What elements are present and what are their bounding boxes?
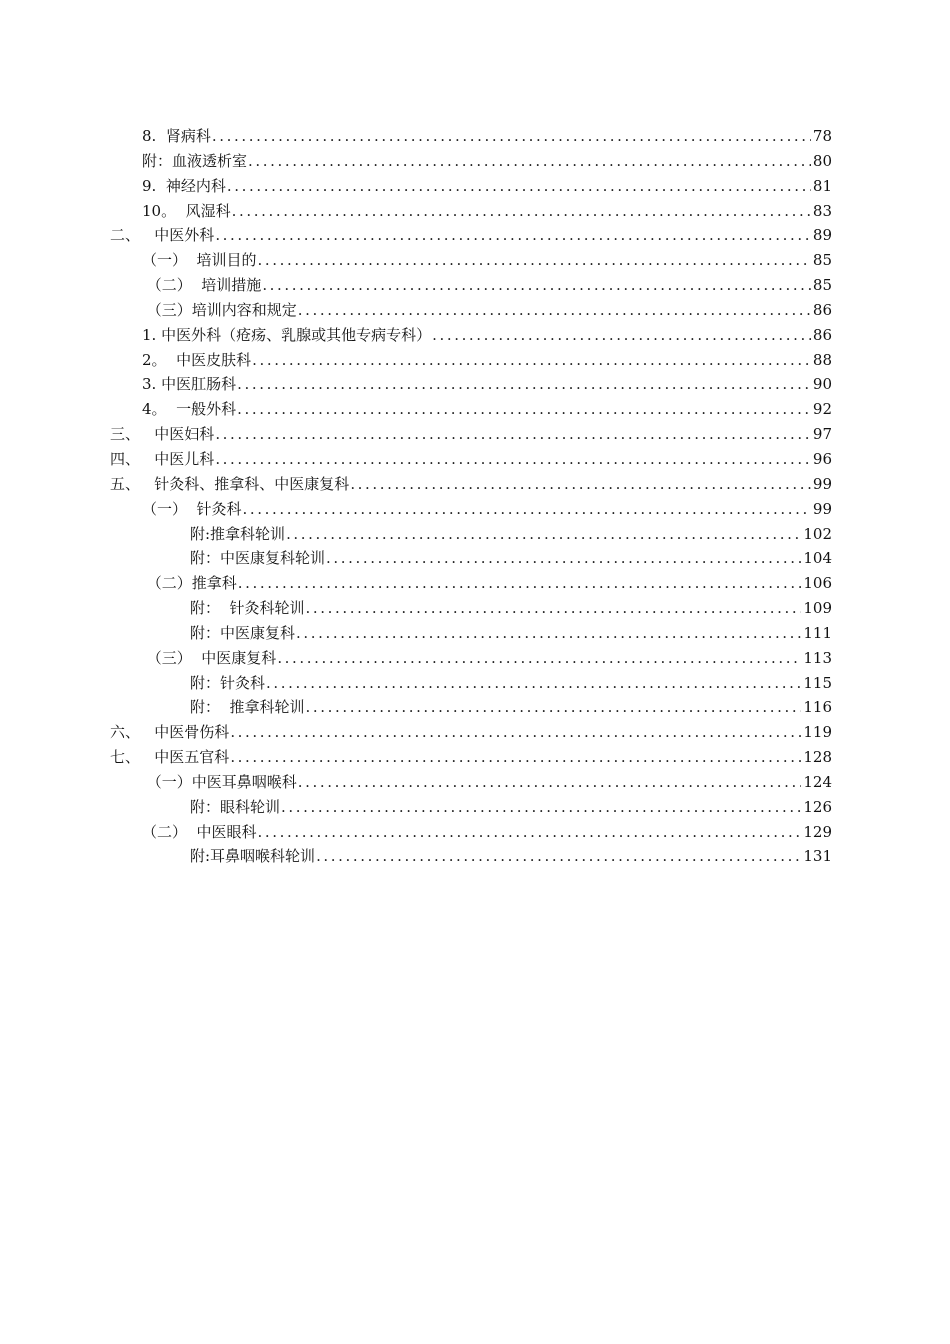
toc-entry[interactable] [0,223,950,248]
toc-entry-page-number: 131 [803,847,832,866]
toc-entry-title: （一） 针灸科 [142,499,242,518]
toc-entry[interactable] [0,298,950,323]
dot-leader [258,248,811,273]
toc-entry[interactable] [0,596,950,621]
toc-entry-title: 3. 中医肛肠科 [142,375,237,394]
toc-entry-title: 四、 中医儿科 [110,449,215,468]
toc-entry-title: 4。 一般外科 [142,400,237,419]
toc-entry-title: 五、 针灸科、推拿科、中医康复科 [110,474,350,493]
dot-leader [326,546,801,571]
toc-entry[interactable] [0,820,950,845]
toc-entry-title: 附：中医康复科轮训 [190,549,326,568]
toc-entry[interactable] [0,522,950,547]
toc-entry[interactable] [0,745,950,770]
toc-entry[interactable] [0,621,950,646]
toc-entry[interactable] [0,695,950,720]
toc-entry-title: 8. 肾病科 [142,127,211,145]
dot-leader [306,695,802,720]
toc-entry-page-number: 85 [812,276,832,295]
dot-leader [232,199,811,224]
toc-entry-page-number: 116 [803,698,832,717]
dot-leader [262,273,811,298]
toc-entry[interactable] [0,472,950,497]
toc-entry[interactable] [0,646,950,671]
toc-entry-page-number: 128 [803,748,832,767]
toc-entry[interactable] [0,397,950,422]
toc-entry-title: 附：针灸科 [190,673,266,692]
toc-entry[interactable] [0,323,950,348]
toc-entry[interactable] [0,372,950,397]
toc-entry[interactable] [0,248,950,273]
dot-leader [227,174,811,199]
toc-entry[interactable] [0,571,950,596]
toc-entry[interactable] [0,199,950,224]
dot-leader [298,770,802,795]
toc-entry-page-number: 119 [803,723,832,742]
toc-entry-page-number: 96 [812,449,832,468]
toc-entry-page-number: 104 [803,549,832,568]
toc-entry-page-number: 106 [803,574,832,593]
toc-entry-page-number: 90 [812,375,832,394]
toc-entry-page-number: 102 [803,524,832,543]
dot-leader [266,671,801,696]
toc-entry-title: 1. 中医外科（疮疡、乳腺或其他专病专科） [142,325,432,344]
toc-entry-page-number: 80 [812,151,832,170]
toc-entry-title: （三） 中医康复科 [142,648,277,667]
dot-leader [281,795,801,820]
toc-entry-page-number: 99 [812,474,832,493]
toc-entry-title: 10。 风湿科 [142,201,231,220]
toc-entry[interactable] [0,671,950,696]
toc-entry[interactable] [0,174,950,199]
dot-leader [215,422,811,447]
dot-leader [230,745,801,770]
toc-entry[interactable] [0,770,950,795]
dot-leader [212,124,811,149]
toc-entry-title: 七、 中医五官科 [110,748,230,767]
toc-entry-page-number: 126 [803,797,832,816]
toc-entry-title: （一） 培训目的 [142,251,257,270]
toc-entry[interactable] [0,149,950,174]
dot-leader [296,621,801,646]
toc-entry-page-number: 99 [812,499,832,518]
toc-entry[interactable] [0,720,950,745]
toc-entry-title: 附:耳鼻咽喉科轮训 [190,847,316,866]
toc-entry[interactable] [0,844,950,869]
toc-entry-title: 附：中医康复科 [190,623,296,642]
dot-leader [258,820,802,845]
dot-leader [277,646,801,671]
toc-entry-page-number: 86 [812,300,832,319]
toc-entry[interactable] [0,795,950,820]
toc-entry-title: 2。 中医皮肤科 [142,350,252,369]
toc-entry[interactable] [0,124,950,149]
toc-entry[interactable] [0,348,950,373]
toc-entry-page-number: 89 [812,226,832,245]
table-of-contents [0,124,950,869]
dot-leader [238,571,802,596]
toc-entry-page-number: 88 [812,350,832,369]
dot-leader [215,447,811,472]
dot-leader [350,472,811,497]
toc-entry-title: 附：眼科轮训 [190,797,281,816]
toc-entry-title: （二） 培训措施 [142,276,262,295]
toc-entry-page-number: 78 [812,127,832,145]
toc-entry-page-number: 129 [803,822,832,841]
toc-entry-page-number: 81 [812,176,832,195]
dot-leader [316,844,801,869]
toc-entry-page-number: 85 [812,251,832,270]
toc-entry-page-number: 97 [812,425,832,444]
toc-entry-title: 附： 针灸科轮训 [190,599,305,618]
toc-entry-title: （二）推拿科 [142,574,237,593]
toc-entry-title: 六、 中医骨伤科 [110,723,230,742]
toc-entry[interactable] [0,422,950,447]
dot-leader [248,149,811,174]
toc-entry-page-number: 109 [803,599,832,618]
dot-leader [243,497,811,522]
toc-entry-page-number: 113 [803,648,832,667]
dot-leader [306,596,802,621]
dot-leader [215,223,811,248]
toc-entry-title: 三、 中医妇科 [110,425,215,444]
toc-entry-title: 附:推拿科轮训 [190,524,286,543]
toc-entry-title: 附：血液透析室 [142,151,248,170]
toc-entry-title: （一）中医耳鼻咽喉科 [142,772,297,791]
toc-entry[interactable] [0,447,950,472]
dot-leader [286,522,801,547]
toc-entry-title: 9. 神经内科 [142,176,226,195]
toc-entry[interactable] [0,497,950,522]
toc-entry-page-number: 86 [812,325,832,344]
dot-leader [237,397,811,422]
dot-leader [432,323,811,348]
dot-leader [237,372,811,397]
toc-entry-page-number: 92 [812,400,832,419]
dot-leader [298,298,811,323]
toc-entry-title: （三）培训内容和规定 [142,300,297,319]
toc-entry-page-number: 115 [803,673,832,692]
toc-entry-title: 二、 中医外科 [110,226,215,245]
toc-entry-page-number: 111 [803,623,832,642]
toc-entry-page-number: 124 [803,772,832,791]
dot-leader [230,720,801,745]
toc-entry-title: （二） 中医眼科 [142,822,257,841]
toc-entry[interactable] [0,546,950,571]
dot-leader [252,348,811,373]
toc-entry[interactable] [0,273,950,298]
toc-entry-page-number: 83 [812,201,832,220]
toc-entry-title: 附： 推拿科轮训 [190,698,305,717]
